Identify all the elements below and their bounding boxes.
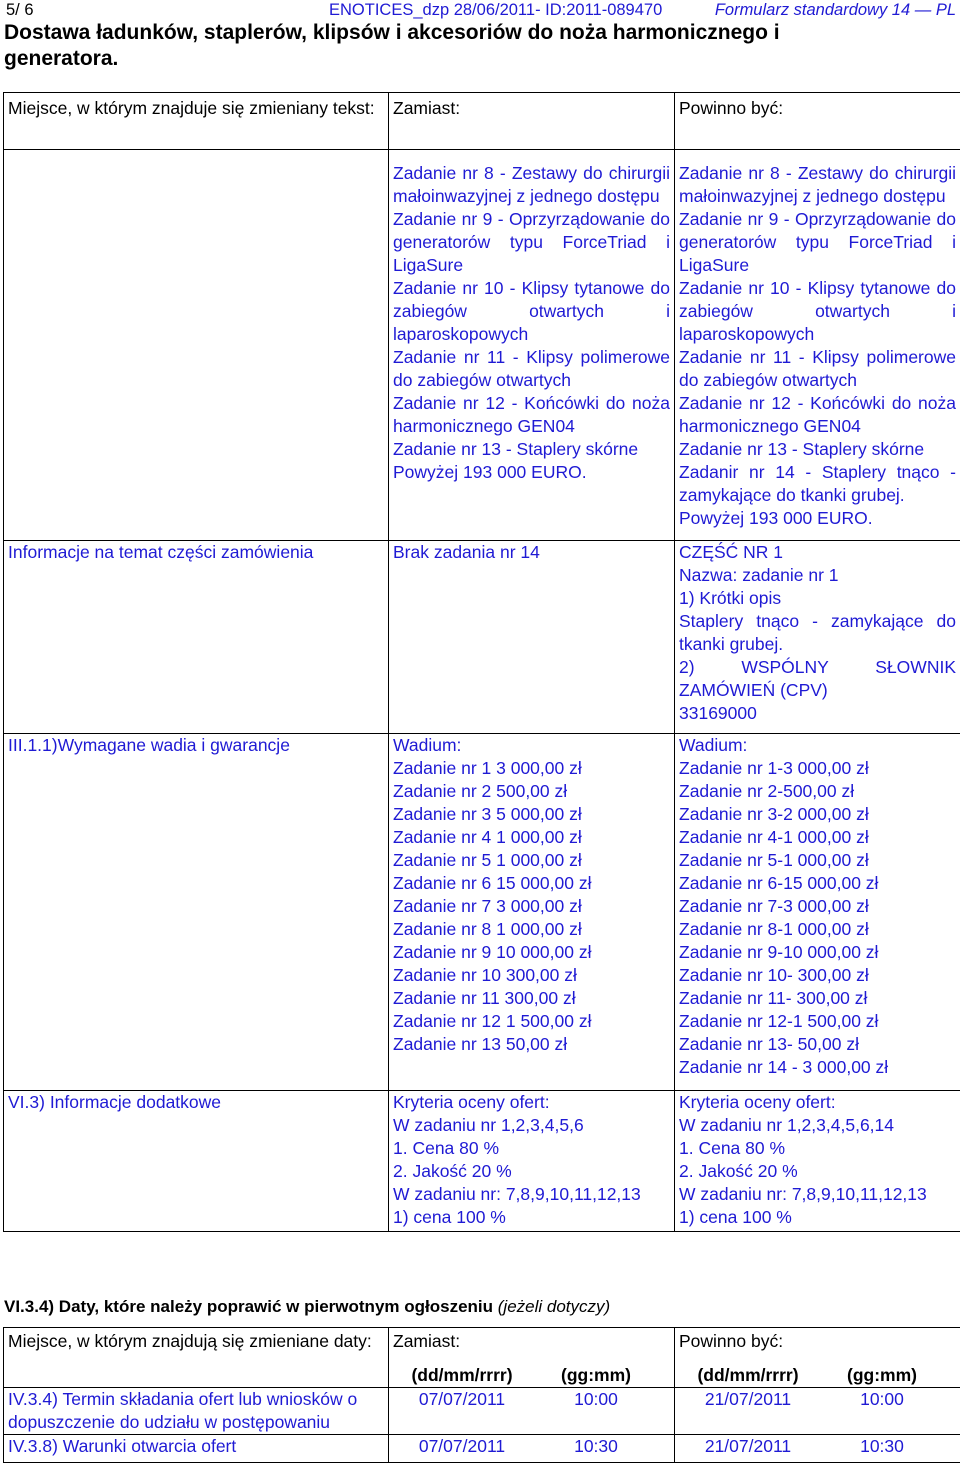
new-date: 21/07/2011 — [704, 1389, 792, 1409]
cell-line: 33169000 — [679, 703, 757, 723]
changes-row-deposits — [4, 734, 960, 1091]
cell-line: 2. Jakość 20 % — [679, 1161, 798, 1181]
cell-line: Zadanie nr 12 - Końcówki do noża harmonicznego GEN04 — [679, 393, 956, 436]
cell-line: Zadanie nr 9 - Oprzyrządowanie do generatorów typu ForceTriad i LigaSure — [393, 209, 670, 275]
cell-line: Zadanie nr 13 - Staplery skórne — [679, 439, 925, 459]
cell-line: Zadanie nr 2-500,00 zł — [679, 781, 855, 801]
cell-line: Zadanie nr 1 3 000,00 zł — [393, 758, 582, 778]
cell-line: Zadanie nr 3 5 000,00 zł — [393, 804, 582, 824]
notice-reference: ENOTICES_dzp 28/06/2011- ID:2011-089470 — [329, 1, 663, 19]
cell-line: Zadanie nr 13 50,00 zł — [393, 1034, 568, 1054]
new-time: 10:30 — [860, 1436, 904, 1456]
form-label: Formularz standardowy 14 — PL — [714, 1, 956, 19]
old-date: 07/07/2011 — [418, 1436, 506, 1456]
header-should-be: Powinno być: — [675, 93, 960, 150]
dates-header-should-be-cell — [675, 1328, 960, 1388]
row2-should-be-cell — [675, 541, 960, 734]
cell-line: Zadanir nr 14 - Staplery tnąco - zamykające do tkanki grubej. — [679, 462, 956, 505]
cell-line: Zadanie nr 8 1 000,00 zł — [393, 919, 582, 939]
cell-line: Zadanie nr 9-10 000,00 zł — [679, 942, 879, 962]
row4-should-be-cell — [675, 1091, 960, 1232]
instead-date-format: (dd/mm/rrrr) — [411, 1365, 513, 1385]
cell-line: Zadanie nr 7 3 000,00 zł — [393, 896, 582, 916]
row2-instead: Brak zadania nr 14 — [389, 541, 675, 734]
old-time: 10:30 — [574, 1436, 618, 1456]
cell-line: Zadanie nr 8 - Zestawy do chirurgii małoinwazyjnej z jednego dostępu — [393, 163, 670, 206]
cell-line: W zadaniu nr 1,2,3,4,5,6 — [393, 1115, 584, 1135]
cell-line: 2) WSPÓLNY SŁOWNIK ZAMÓWIEŃ (CPV) — [679, 657, 956, 700]
cell-line: Wadium: — [393, 735, 462, 755]
dates-row — [4, 1435, 960, 1463]
cell-line: Zadanie nr 8-1 000,00 zł — [679, 919, 869, 939]
should-be-date-format: (dd/mm/rrrr) — [697, 1365, 799, 1385]
row1-place — [4, 150, 389, 541]
cell-line: 1) cena 100 % — [679, 1207, 792, 1227]
old-date: 07/07/2011 — [418, 1389, 506, 1409]
cell-line: Zadanie nr 12 - Końcówki do noża harmonicznego GEN04 — [393, 393, 670, 436]
cell-line: Zadanie nr 1-3 000,00 zł — [679, 758, 869, 778]
cell-line: Zadanie nr 6-15 000,00 zł — [679, 873, 879, 893]
dates-table — [3, 1327, 960, 1463]
dates-header-should-be: Powinno być: — [679, 1331, 784, 1351]
cell-line: Zadanie nr 10 - Klipsy tytanowe do zabiegów otwartych i laparoskopowych — [393, 278, 670, 344]
row4-instead-cell — [389, 1091, 675, 1232]
instead-time-format: (gg:mm) — [561, 1365, 631, 1385]
cell-line: Zadanie nr 9 10 000,00 zł — [393, 942, 592, 962]
changes-row-additional-info — [4, 1091, 960, 1232]
changes-row-parts — [4, 541, 960, 734]
cell-line: 2. Jakość 20 % — [393, 1161, 512, 1181]
cell-line: Zadanie nr 10 300,00 zł — [393, 965, 577, 985]
document-title — [4, 20, 904, 72]
cell-line: Kryteria oceny ofert: — [679, 1092, 836, 1112]
dates-header-instead: Zamiast: — [393, 1331, 461, 1351]
dates-header-place: Miejsce, w którym znajdują się zmieniane daty: — [4, 1328, 389, 1388]
row3-instead-cell — [389, 734, 675, 1091]
cell-line: CZĘŚĆ NR 1 — [679, 542, 784, 562]
cell-line: Staplery tnąco - zamykające do tkanki grubej. — [679, 611, 956, 654]
cell-line: Zadanie nr 9 - Oprzyrządowanie do generatorów typu ForceTriad i LigaSure — [679, 209, 956, 275]
cell-line: Zadanie nr 10- 300,00 zł — [679, 965, 869, 985]
cell-line: W zadaniu nr 1,2,3,4,5,6,14 — [679, 1115, 894, 1135]
row2-place: Informacje na temat części zamówienia — [4, 541, 389, 734]
cell-line: 1) Krótki opis — [679, 588, 782, 608]
dates-row-2-new — [675, 1435, 960, 1463]
cell-line: Zadanie nr 13- 50,00 zł — [679, 1034, 859, 1054]
cell-line: Zadanie nr 2 500,00 zł — [393, 781, 568, 801]
row3-place: III.1.1)Wymagane wadia i gwarancje — [4, 734, 389, 1091]
cell-line: 1. Cena 80 % — [393, 1138, 500, 1158]
cell-line: Zadanie nr 5 1 000,00 zł — [393, 850, 582, 870]
cell-line: Zadanie nr 3-2 000,00 zł — [679, 804, 869, 824]
cell-line: Zadanie nr 4 1 000,00 zł — [393, 827, 582, 847]
dates-row-1-old — [389, 1388, 675, 1435]
cell-line: W zadaniu nr: 7,8,9,10,11,12,13 — [679, 1184, 927, 1204]
row1-instead-cell — [389, 150, 675, 541]
header-place: Miejsce, w którym znajduje się zmieniany tekst: — [4, 93, 389, 150]
dates-heading-text: VI.3.4) Daty, które należy poprawić w pierwotnym ogłoszeniu — [4, 1297, 494, 1316]
should-be-time-format: (gg:mm) — [847, 1365, 917, 1385]
cell-line: Zadanie nr 8 - Zestawy do chirurgii małoinwazyjnej z jednego dostępu — [679, 163, 956, 206]
dates-header-instead-cell — [389, 1328, 675, 1388]
cell-line: Zadanie nr 11 - Klipsy polimerowe do zabiegów otwartych — [679, 347, 956, 390]
cell-line: Zadanie nr 10 - Klipsy tytanowe do zabiegów otwartych i laparoskopowych — [679, 278, 956, 344]
dates-row-1-new — [675, 1388, 960, 1435]
cell-line: Zadanie nr 11 - Klipsy polimerowe do zabiegów otwartych — [393, 347, 670, 390]
old-time: 10:00 — [574, 1389, 618, 1409]
cell-line: Nazwa: zadanie nr 1 — [679, 565, 839, 585]
changes-table — [3, 92, 960, 1232]
cell-line: Zadanie nr 14 - 3 000,00 zł — [679, 1057, 889, 1077]
cell-line: Kryteria oceny ofert: — [393, 1092, 550, 1112]
new-time: 10:00 — [860, 1389, 904, 1409]
header-instead: Zamiast: — [389, 93, 675, 150]
cell-line: 1) cena 100 % — [393, 1207, 506, 1227]
row1-should-be-cell — [675, 150, 960, 541]
title-line-2: generatora. — [4, 47, 119, 70]
cell-line: Zadanie nr 6 15 000,00 zł — [393, 873, 592, 893]
cell-line: Zadanie nr 12 1 500,00 zł — [393, 1011, 592, 1031]
cell-line: Zadanie nr 4-1 000,00 zł — [679, 827, 869, 847]
new-date: 21/07/2011 — [704, 1436, 792, 1456]
dates-section-heading — [4, 1295, 610, 1318]
page-number: 5/ 6 — [6, 1, 34, 19]
dates-row — [4, 1388, 960, 1435]
changes-header-row — [4, 93, 960, 150]
cell-line: Zadanie nr 11 300,00 zł — [393, 988, 576, 1008]
cell-line: Zadanie nr 13 - Staplery skórne — [393, 439, 639, 459]
cell-line: Zadanie nr 12-1 500,00 zł — [679, 1011, 879, 1031]
changes-row-tasks — [4, 150, 960, 541]
dates-row-2-old — [389, 1435, 675, 1463]
row4-place: VI.3) Informacje dodatkowe — [4, 1091, 389, 1232]
cell-line: Zadanie nr 5-1 000,00 zł — [679, 850, 869, 870]
cell-line: W zadaniu nr: 7,8,9,10,11,12,13 — [393, 1184, 641, 1204]
cell-line: Wadium: — [679, 735, 748, 755]
cell-line: 1. Cena 80 % — [679, 1138, 786, 1158]
cell-line: Powyżej 193 000 EURO. — [393, 462, 587, 482]
title-line-1: Dostawa ładunków, staplerów, klipsów i akcesoriów do noża harmonicznego i — [4, 21, 780, 44]
cell-line: Zadanie nr 11- 300,00 zł — [679, 988, 868, 1008]
dates-heading-note: (jeżeli dotyczy) — [497, 1297, 611, 1316]
dates-row-1-place: IV.3.4) Termin składania ofert lub wniosków o dopuszczenie do udziału w postępowaniu — [4, 1388, 389, 1435]
cell-line: Zadanie nr 7-3 000,00 zł — [679, 896, 869, 916]
cell-line: Powyżej 193 000 EURO. — [679, 508, 873, 528]
dates-row-2-place: IV.3.8) Warunki otwarcia ofert — [4, 1435, 389, 1463]
dates-header-row — [4, 1328, 960, 1388]
row3-should-be-cell — [675, 734, 960, 1091]
